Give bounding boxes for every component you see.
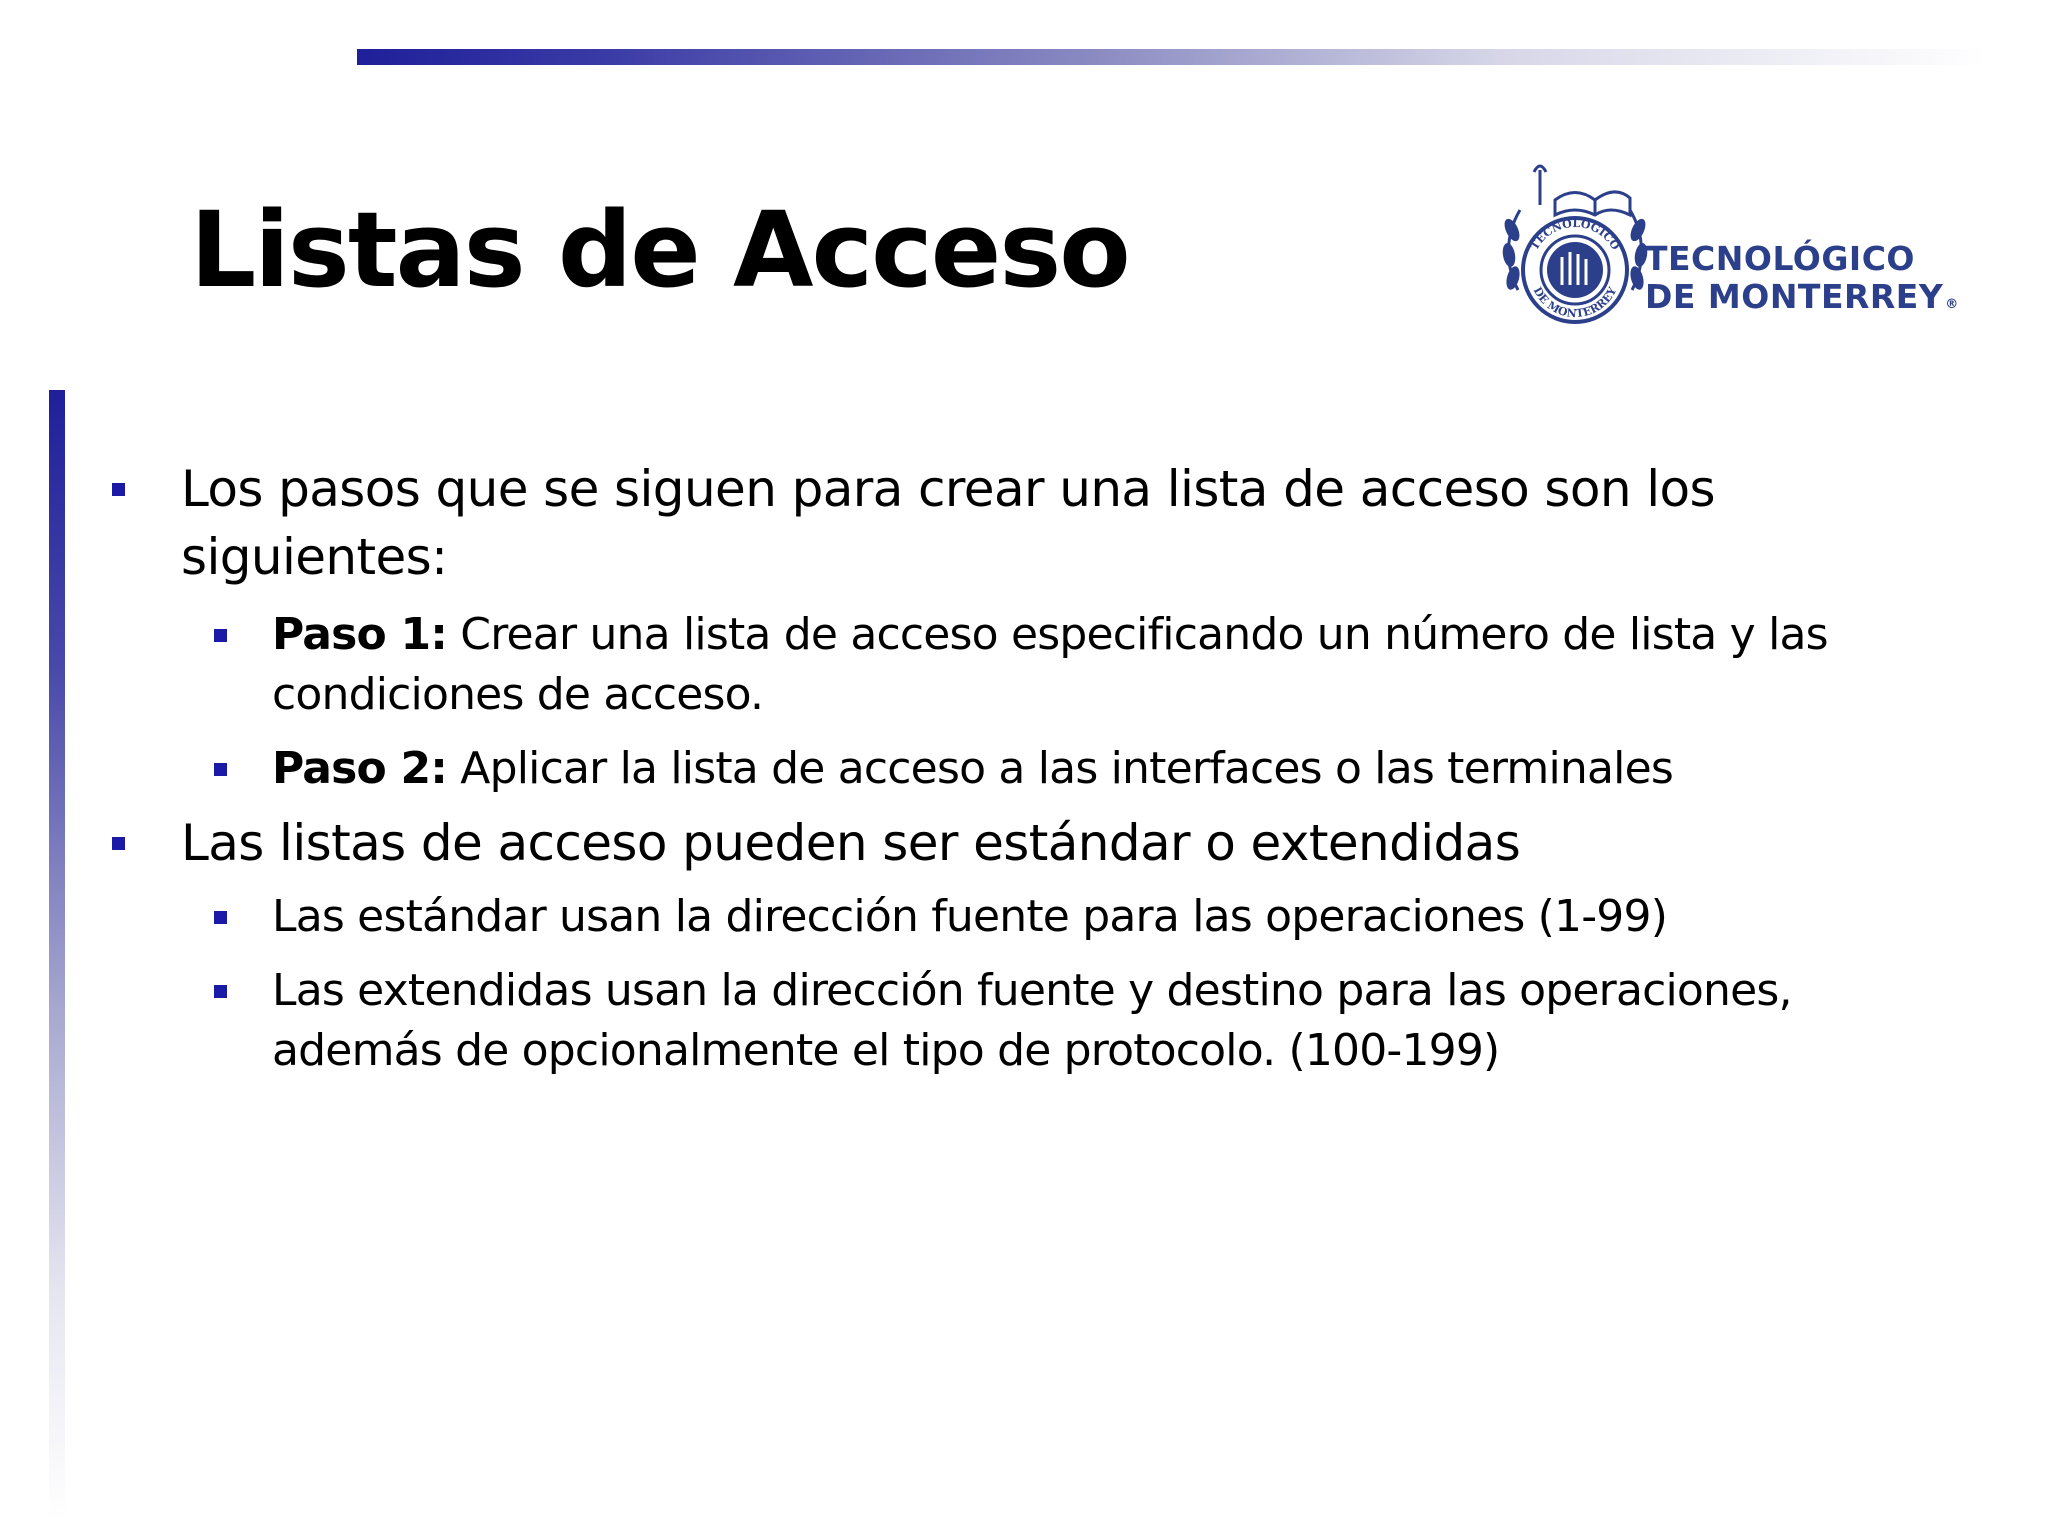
logo-line-1: TECNOLÓGICO [1645, 239, 1915, 278]
bullet-line: siguientes: [181, 528, 448, 586]
sub-bullet-item [0, 887, 2048, 947]
step-label: Paso 1: [272, 609, 448, 660]
square-bullet-icon [214, 985, 227, 998]
tec-monterrey-logo [1500, 160, 1970, 330]
sub-bullet-line: además de opcionalmente el tipo de protocolo. (100-199) [272, 1025, 1500, 1076]
sub-bullet-item [0, 739, 2048, 799]
bullet-item [0, 809, 2048, 877]
square-bullet-icon [214, 629, 227, 642]
tec-seal-icon [1500, 160, 1650, 330]
square-bullet-icon [112, 837, 125, 850]
bullet-item [0, 455, 2048, 591]
sub-bullet-line: Las estándar usan la dirección fuente para las operaciones (1-99) [272, 891, 1668, 942]
slide-title: Listas de Acceso [190, 189, 1129, 311]
sub-bullet-item [0, 961, 2048, 1081]
square-bullet-icon [112, 483, 125, 496]
slide-body [0, 455, 2048, 1081]
bullet-line: Las listas de acceso pueden ser estándar o extendidas [181, 814, 1521, 872]
logo-line-2-text: DE MONTERREY [1645, 277, 1944, 316]
logo-line-2 [1645, 278, 1975, 324]
registered-mark: ® [1945, 297, 1959, 312]
square-bullet-icon [214, 911, 227, 924]
logo-wordmark [1645, 240, 1975, 324]
sub-bullet-text: Aplicar la lista de acceso a las interfaces o las terminales [447, 743, 1673, 794]
square-bullet-icon [214, 763, 227, 776]
step-label: Paso 2: [272, 743, 448, 794]
seal-text-bottom: DE MONTERREY [1530, 284, 1620, 321]
sub-bullet-line [272, 739, 2048, 799]
bullet-line: Los pasos que se siguen para crear una lista de acceso son los [181, 460, 1715, 518]
sub-bullet-item [0, 605, 2048, 725]
sub-bullet-line [272, 605, 2048, 665]
sub-bullet-line: condiciones de acceso. [272, 669, 764, 720]
seal-text-top: TECNOLOGICO [1527, 216, 1623, 253]
sub-bullet-text: Crear una lista de acceso especificando un número de lista y las [447, 609, 1828, 660]
top-accent-bar [357, 49, 1987, 65]
sub-bullet-line: Las extendidas usan la dirección fuente y destino para las operaciones, [272, 965, 1792, 1016]
